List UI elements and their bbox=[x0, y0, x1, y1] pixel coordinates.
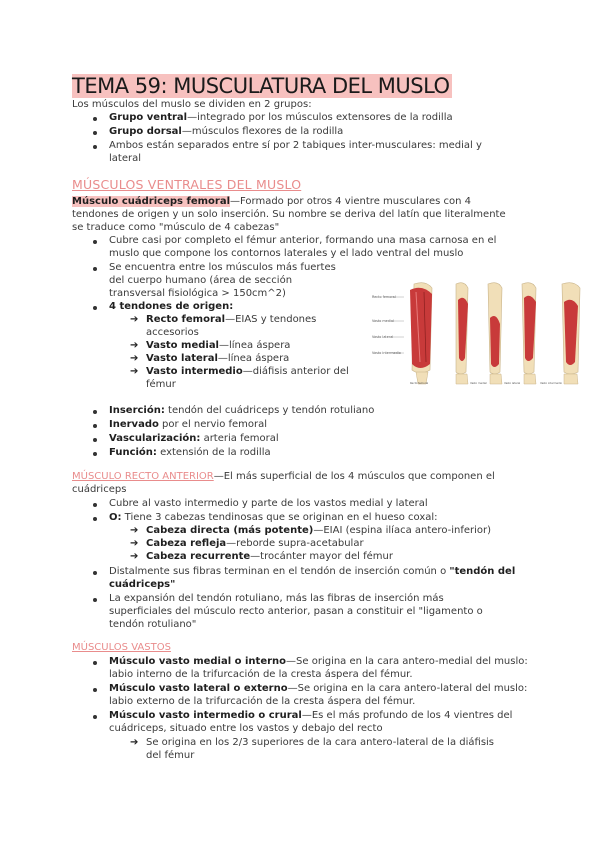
distal-text: Distalmente sus fibras terminan en el tendón de inserción común o bbox=[109, 566, 450, 577]
fact-text: tendón del cuádriceps y tendón rotuliano bbox=[164, 405, 375, 416]
group-ventral bbox=[109, 111, 453, 125]
tendons-label: 4 tendones de origen: bbox=[109, 301, 234, 312]
section-heading-vastos: MÚSCULOS VASTOS bbox=[72, 642, 171, 653]
bullet-dot bbox=[93, 452, 97, 456]
tendon-text: —diáfisis anterior del bbox=[242, 366, 349, 377]
head-text: —reborde supra-acetabular bbox=[226, 538, 364, 549]
figure-caption: Vasto medial bbox=[470, 382, 487, 385]
bullet-distal bbox=[109, 565, 515, 579]
bullet-dot bbox=[93, 145, 97, 149]
origin-label: O: bbox=[109, 512, 122, 523]
recto-anterior-lead bbox=[72, 470, 495, 484]
fact-term: Vascularización: bbox=[109, 433, 201, 444]
bullet-dot bbox=[93, 688, 97, 692]
bullet-expansion-cont: superficiales del músculo recto anterior, pasan a constituir el "ligamento o bbox=[109, 606, 483, 617]
vasto-text: —Se origina en la cara antero-medial del muslo: bbox=[286, 656, 528, 667]
vasto-term: Músculo vasto lateral o externo bbox=[109, 683, 288, 694]
figure-label: Vasto medial bbox=[372, 319, 394, 323]
bullet-dot bbox=[93, 715, 97, 719]
lead-text: —Formado por otros 4 vientre musculares con 4 bbox=[230, 196, 471, 207]
figure-caption: Recto femoral bbox=[410, 382, 429, 385]
head-text: —EIAI (espina ilíaca antero-inferior) bbox=[313, 525, 492, 536]
tendon-intermedio bbox=[146, 365, 349, 379]
recto-lead-cont: cuádriceps bbox=[72, 484, 127, 495]
bullet-dot bbox=[93, 438, 97, 442]
bullet-dot bbox=[93, 131, 97, 135]
bullet-dot bbox=[93, 503, 97, 507]
fact-term: Inervado bbox=[109, 419, 159, 430]
bullet-dot bbox=[93, 571, 97, 575]
tendon-text: —línea áspera bbox=[219, 340, 291, 351]
fact-text: por el nervio femoral bbox=[158, 419, 268, 430]
bullet-expansion-cont2: tendón rotuliano" bbox=[109, 619, 197, 630]
arrow-icon: ➔ bbox=[130, 551, 139, 562]
thigh-illustration-5 bbox=[562, 283, 580, 384]
section-heading-ventral: MÚSCULOS VENTRALES DEL MUSLO bbox=[72, 177, 302, 192]
fact-inervado bbox=[109, 418, 267, 432]
bullet-distal-cont: cuádriceps" bbox=[109, 579, 176, 590]
fact-text: arteria femoral bbox=[200, 433, 279, 444]
vasto-intermedio-cont: cuádriceps, situado entre los vastos y debajo del recto bbox=[109, 723, 383, 734]
arrow-icon: ➔ bbox=[130, 353, 139, 364]
group-note-cont: lateral bbox=[109, 153, 141, 164]
vasto-intermedio-origin: Se origina en los 2/3 superiores de la cara antero-lateral de la diáfisis bbox=[146, 737, 495, 748]
arrow-icon: ➔ bbox=[130, 538, 139, 549]
tendon-term: Vasto medial bbox=[146, 340, 219, 351]
head-term: Cabeza refleja bbox=[146, 538, 227, 549]
bullet-dot bbox=[93, 517, 97, 521]
bullet-strong-cont: del cuerpo humano (área de sección bbox=[109, 275, 293, 286]
bullet-expansion: La expansión del tendón rotuliano, más las fibras de inserción más bbox=[109, 593, 444, 604]
tendon-intermedio-cont: fémur bbox=[146, 379, 176, 390]
head-refleja bbox=[146, 537, 364, 551]
origin-text: Tiene 3 cabezas tendinosas que se originan en el hueso coxal: bbox=[121, 512, 438, 523]
vasto-medial bbox=[109, 655, 528, 669]
bullet-dot bbox=[93, 410, 97, 414]
tendon-term: Recto femoral bbox=[146, 314, 226, 325]
vasto-lateral bbox=[109, 682, 527, 696]
tendon-recto bbox=[146, 313, 316, 327]
intro-text: Los músculos del muslo se dividen en 2 grupos: bbox=[72, 99, 312, 110]
bullet-dot bbox=[93, 267, 97, 271]
bullet-origin bbox=[109, 511, 438, 525]
figure-label: Vasto lateral bbox=[372, 335, 394, 339]
tendon-lateral bbox=[146, 352, 289, 366]
tendon-term: Vasto intermedio bbox=[146, 366, 243, 377]
lead-text: —El más superficial de los 4 músculos que componen el bbox=[213, 471, 495, 482]
quadriceps-lead bbox=[72, 195, 471, 209]
bullet-dot bbox=[93, 240, 97, 244]
bullet-covers-cont: muslo que compone los contornos laterales y el lado ventral del muslo bbox=[109, 248, 464, 259]
arrow-icon: ➔ bbox=[130, 340, 139, 351]
lead-line-2: tendones de origen y un solo inserción. Su nombre se deriva del latín que literalmente bbox=[72, 209, 506, 220]
group-dorsal bbox=[109, 125, 343, 139]
bullet-dot bbox=[93, 598, 97, 602]
vasto-medial-cont: labio interno de la trifurcación de la cresta áspera del fémur. bbox=[109, 669, 413, 680]
section-heading-recto: MÚSCULO RECTO ANTERIOR bbox=[72, 471, 214, 482]
arrow-icon: ➔ bbox=[130, 525, 139, 536]
quadriceps-anatomy-figure bbox=[370, 278, 594, 386]
tendon-recto-cont: accesorios bbox=[146, 327, 199, 338]
lead-line-3: se traduce como "músculo de 4 cabezas" bbox=[72, 222, 280, 233]
head-directa bbox=[146, 524, 491, 538]
tendon-text: —EIAS y tendones bbox=[225, 314, 317, 325]
bullet-dot bbox=[93, 306, 97, 310]
vasto-text: —Se origina en la cara antero-lateral del muslo: bbox=[287, 683, 528, 694]
thigh-illustration-1 bbox=[410, 283, 432, 384]
bullet-dot bbox=[93, 117, 97, 121]
thigh-illustration-2 bbox=[456, 283, 468, 384]
head-recurrente bbox=[146, 550, 393, 564]
tendon-medial bbox=[146, 339, 290, 353]
vasto-text: —Es el más profundo de los 4 vientres del bbox=[301, 710, 513, 721]
thigh-illustration-3 bbox=[488, 283, 502, 384]
bullet-strong: Se encuentra entre los músculos más fuertes bbox=[109, 262, 336, 273]
fact-text: extensión de la rodilla bbox=[156, 447, 271, 458]
tendon-text: —línea áspera bbox=[217, 353, 290, 364]
thigh-illustration-4 bbox=[522, 283, 536, 384]
fact-insercion bbox=[109, 404, 374, 418]
figure-caption: Vasto lateral bbox=[504, 382, 521, 385]
figure-label: Vasto intermedio bbox=[372, 351, 401, 355]
bullet-dot bbox=[93, 661, 97, 665]
arrow-icon: ➔ bbox=[130, 366, 139, 377]
page-title bbox=[72, 74, 452, 98]
tendon-term: Vasto lateral bbox=[146, 353, 218, 364]
figure-label: Recto femoral bbox=[372, 295, 396, 299]
group-text: —integrado por los músculos extensores de la rodilla bbox=[187, 112, 453, 123]
title-highlight: TEMA 59: MUSCULATURA DEL MUSLO bbox=[72, 74, 450, 98]
bullet-dot bbox=[93, 424, 97, 428]
group-note: Ambos están separados entre sí por 2 tabiques inter-musculares: medial y bbox=[109, 140, 482, 151]
vasto-intermedio bbox=[109, 709, 512, 723]
arrow-icon: ➔ bbox=[130, 737, 139, 748]
vasto-lateral-cont: labio externo de la trifurcación de la cresta áspera del fémur. bbox=[109, 696, 416, 707]
figure-caption: Vasto intermedio bbox=[540, 382, 563, 385]
quadriceps-term: Músculo cuádriceps femoral bbox=[72, 196, 230, 207]
bullet-covers: Cubre casi por completo el fémur anterior, formando una masa carnosa en el bbox=[109, 235, 497, 246]
bullet-cubre: Cubre al vasto intermedio y parte de los vastos medial y lateral bbox=[109, 498, 428, 509]
group-term: Grupo ventral bbox=[109, 112, 188, 123]
distal-term: "tendón del bbox=[449, 566, 516, 577]
vasto-intermedio-origin-cont: del fémur bbox=[146, 750, 195, 761]
fact-funcion bbox=[109, 446, 271, 460]
group-term: Grupo dorsal bbox=[109, 126, 182, 137]
vasto-term: Músculo vasto intermedio o crural bbox=[109, 710, 302, 721]
arrow-icon: ➔ bbox=[130, 314, 139, 325]
bullet-strong-cont2: transversal fisiológica > 150cm^2) bbox=[109, 288, 286, 299]
vasto-term: Músculo vasto medial o interno bbox=[109, 656, 287, 667]
fact-term: Inserción: bbox=[109, 405, 165, 416]
group-text: —músculos flexores de la rodilla bbox=[181, 126, 344, 137]
head-term: Cabeza recurrente bbox=[146, 551, 251, 562]
head-term: Cabeza directa (más potente) bbox=[146, 525, 314, 536]
head-text: —trocánter mayor del fémur bbox=[250, 551, 393, 562]
fact-vascularizacion bbox=[109, 432, 279, 446]
fact-term: Función: bbox=[109, 447, 157, 458]
